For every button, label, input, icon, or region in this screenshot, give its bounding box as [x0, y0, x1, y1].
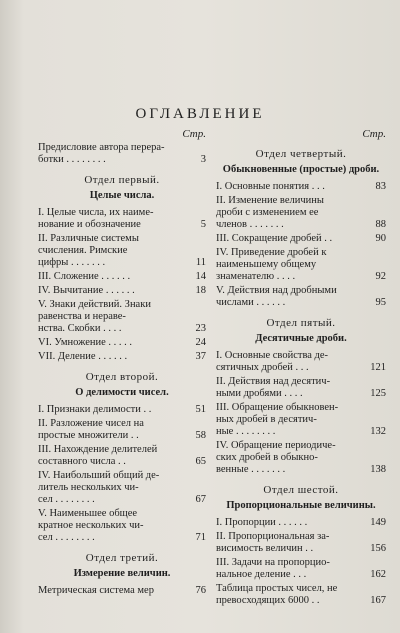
entry-text: I. Пропорции . . . . . . — [216, 517, 308, 528]
entry-page: 125 — [370, 388, 386, 399]
toc-entry — [38, 470, 206, 506]
entry-text: I. Основные понятия . . . — [216, 181, 325, 192]
entry-text: Таблица простых чисел, не превосходящих 6000 . . — [216, 583, 338, 606]
toc-entry-preface — [38, 142, 206, 166]
entry-text: IV. Обращение периодиче- ских дробей в обыкно- венные . . . . . . . — [216, 440, 336, 475]
entry-page: 58 — [195, 430, 206, 441]
entry-page: 121 — [370, 362, 386, 373]
part-title: Отдел шестой. — [263, 484, 339, 496]
toc-entry — [38, 337, 206, 349]
entry-text: I. Основные свойства де- сятичных дробей . . . — [216, 350, 329, 373]
entry-text: V. Действия над дробными числами . . . . . . — [216, 285, 337, 308]
entry-text: III. Сокращение дробей . . — [216, 233, 333, 244]
entry-page: 83 — [375, 181, 386, 192]
entry-text: II. Пропорциональная за- висимость величин . . — [216, 531, 330, 554]
entry-text: VII. Деление . . . . . . — [38, 351, 128, 362]
toc-entry — [216, 181, 386, 193]
entry-page: 95 — [375, 297, 386, 308]
toc-entry — [216, 531, 386, 555]
entry-text: I. Признаки делимости . . — [38, 404, 152, 415]
entry-text: II. Различные системы счисления. Римские цифры . . . . . . . — [38, 233, 139, 268]
toc-entry — [38, 271, 206, 283]
toc-entry — [216, 517, 386, 529]
section-title: Десятичные дроби. — [255, 333, 347, 344]
entry-page: 149 — [370, 517, 386, 528]
part1-entries — [38, 207, 206, 363]
part6-entries — [216, 517, 386, 607]
entry-text: III. Нахождение делителей составного числа . . — [38, 444, 158, 467]
toc-entry — [216, 440, 386, 476]
toc-entry — [216, 376, 386, 400]
entry-page: 67 — [195, 494, 206, 505]
page-column-label: Стр. — [362, 128, 386, 140]
entry-page: 167 — [370, 595, 386, 606]
part-title: Отдел второй. — [85, 371, 159, 383]
entry-text: Метрическая система мер — [38, 585, 154, 596]
entry-page: 92 — [375, 271, 386, 282]
toc-entry — [216, 233, 386, 245]
entry-page: 5 — [200, 219, 206, 230]
entry-page: 156 — [370, 543, 386, 554]
entry-text: II. Разложение чисел на простые множители . . — [38, 418, 144, 441]
entry-text: Предисловие автора перера- ботки . . . . . . . . — [38, 142, 165, 165]
part4-entries — [216, 181, 386, 309]
entry-page: 65 — [195, 456, 206, 467]
entry-page: 23 — [195, 323, 206, 334]
toc-entry — [38, 508, 206, 544]
entry-page: 37 — [195, 351, 206, 362]
entry-text: III. Сложение . . . . . . — [38, 271, 131, 282]
toc-entry — [216, 195, 386, 231]
toc-entry — [38, 285, 206, 297]
toc-entry — [216, 285, 386, 309]
entry-text: V. Знаки действий. Знаки равенства и нераве- нства. Скобки . . . . — [38, 299, 151, 334]
entry-page: 14 — [195, 271, 206, 282]
part-title: Отдел пятый. — [266, 317, 336, 329]
section-title: Обыкновенные (простые) дроби. — [222, 164, 380, 175]
entry-text: II. Изменение величины дроби с изменением ее членов . . . . . . . — [216, 195, 324, 230]
entry-page: 18 — [195, 285, 206, 296]
entry-text: VI. Умножение . . . . . — [38, 337, 133, 348]
entry-page: 138 — [370, 464, 386, 475]
toc-entry — [38, 207, 206, 231]
part5-entries — [216, 350, 386, 476]
toc-left-column — [38, 128, 206, 599]
entry-text: IV. Наибольший общий де- литель нескольких чи- сел . . . . . . . . — [38, 470, 160, 505]
toc-right-column — [216, 128, 386, 609]
toc-entry — [38, 233, 206, 269]
entry-page: 76 — [195, 585, 206, 596]
entry-text: IV. Приведение дробей к наименьшему общему знаменателю . . . . — [216, 247, 327, 282]
page-column-label: Стр. — [182, 128, 206, 140]
entry-text: II. Действия над десятич- ными дробями . . . . — [216, 376, 331, 399]
toc-entry — [216, 402, 386, 438]
toc-entry — [216, 350, 386, 374]
entry-text: I. Целые числа, их наиме- нование и обозначение — [38, 207, 154, 230]
entry-page: 24 — [195, 337, 206, 348]
section-title: Измерение величин. — [73, 568, 171, 579]
entry-page: 88 — [375, 219, 386, 230]
toc-entry — [38, 404, 206, 416]
part-title: Отдел третий. — [85, 552, 159, 564]
entry-page: 71 — [195, 532, 206, 543]
entry-text: III. Задачи на пропорцио- нальное деление . . . — [216, 557, 330, 580]
part-title: Отдел первый. — [84, 174, 160, 186]
page-title: ОГЛАВЛЕНИЕ — [135, 106, 265, 122]
entry-text: V. Наименьшее общее кратное нескольких чи- сел . . . . . . . . — [38, 508, 144, 543]
toc-entry — [38, 418, 206, 442]
toc-entry — [38, 444, 206, 468]
entry-page: 132 — [370, 426, 386, 437]
toc-entry — [38, 585, 206, 597]
toc-entry — [216, 583, 386, 607]
toc-entry — [38, 351, 206, 363]
entry-page: 11 — [195, 257, 206, 268]
entry-page: 51 — [195, 404, 206, 415]
entry-text: III. Обращение обыкновен- ных дробей в десятич- ные . . . . . . . . — [216, 402, 339, 437]
section-title: Целые числа. — [89, 190, 155, 201]
entry-page: 3 — [200, 154, 206, 165]
section-title: О делимости чисел. — [75, 387, 169, 398]
entry-text: IV. Вычитание . . . . . . — [38, 285, 135, 296]
section-title: Пропорциональные величины. — [226, 500, 376, 511]
toc-entry — [216, 557, 386, 581]
entry-page: 162 — [370, 569, 386, 580]
toc-entry — [38, 299, 206, 335]
entry-page: 90 — [375, 233, 386, 244]
part2-entries — [38, 404, 206, 544]
part3-entries — [38, 585, 206, 597]
toc-entry — [216, 247, 386, 283]
part-title: Отдел четвертый. — [255, 148, 347, 160]
